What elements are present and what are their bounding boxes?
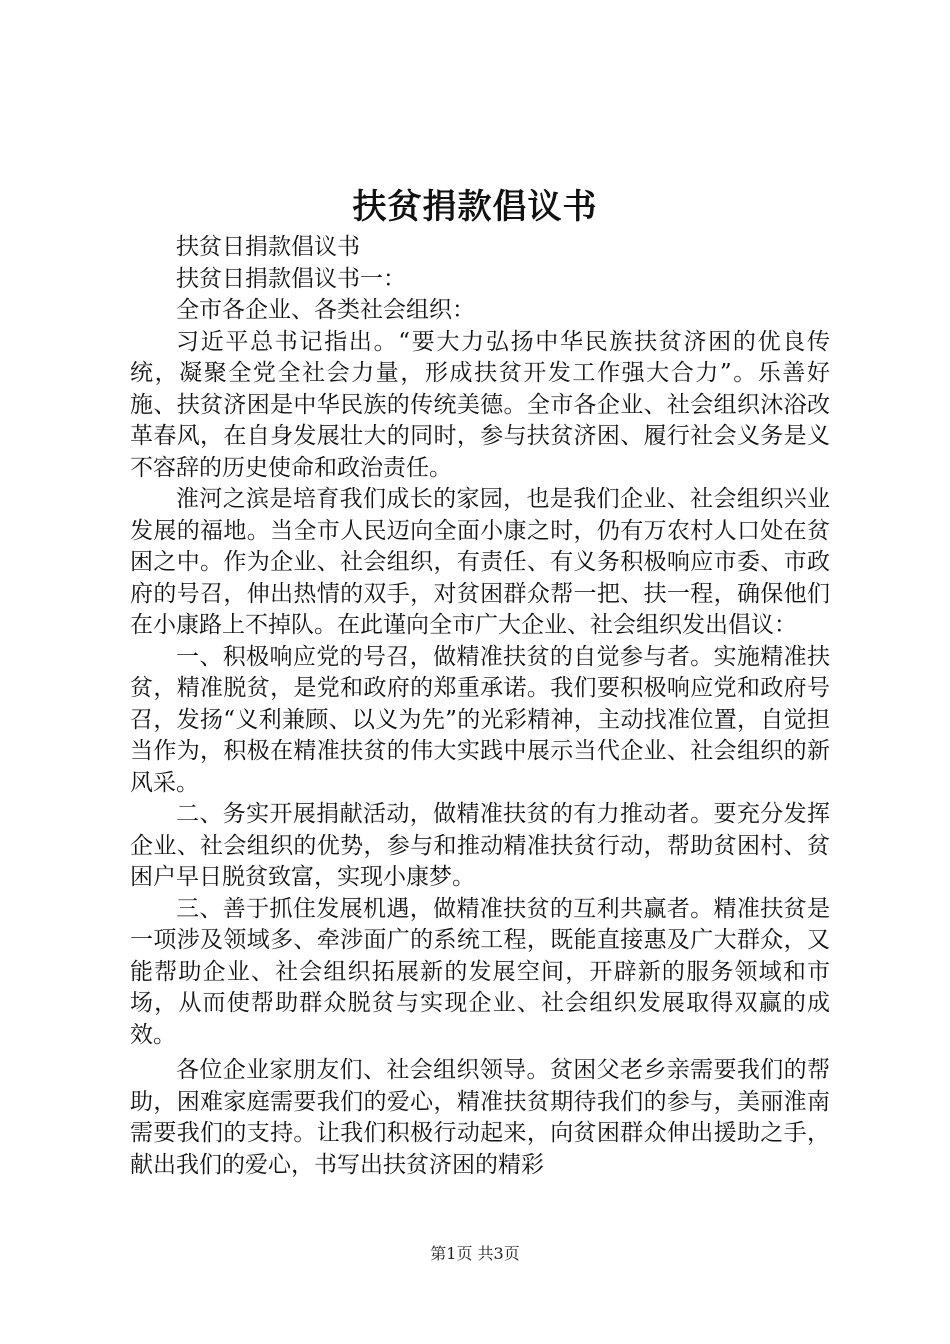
- paragraph-proposal-3: 三、善于抓住发展机遇，做精准扶贫的互利共赢者。精准扶贫是一项涉及领域多、牵涉面广的系统工程，既能直接惠及广大群众，又能帮助企业、社会组织拓展新的发展空间，开辟新的服务领域和市场，从而使帮助群众脱贫与实现企业、社会组织发展取得双赢的成效。: [130, 895, 830, 1048]
- page-indicator: 第1页 共3页: [430, 1244, 520, 1263]
- paragraph-proposal-1: 一、积极响应党的号召，做精准扶贫的自觉参与者。实施精准扶贫，精准脱贫，是党和政府的郑重承诺。我们要积极响应党和政府号召，发扬“义利兼顾、以义为先”的光彩精神，主动找准位置，自觉担当作为，积极在精准扶贫的伟大实践中展示当代企业、社会组织的新风采。: [130, 643, 830, 796]
- paragraph-subtitle: 扶贫日捐款倡议书: [176, 234, 360, 260]
- document-title: 扶贫捐款倡议书: [352, 187, 598, 227]
- paragraph-salutation: 全市各企业、各类社会组织：: [176, 297, 475, 323]
- paragraph-heading: 扶贫日捐款倡议书一：: [176, 265, 406, 292]
- paragraph-body: 习近平总书记指出。“要大力弘扬中华民族扶贫济困的优良传统，凝聚全党全社会力量，形成扶贫开发工作强大合力”。乐善好施、扶贫济困是中华民族的传统美德。全市各企业、社会组织沐浴改革春风，在自身发展壮大的同时，参与扶贫济困、履行社会义务是义不容辞的历史使命和政治责任。: [130, 328, 830, 481]
- paragraph-closing: 各位企业家朋友们、社会组织领导。贫困父老乡亲需要我们的帮助，困难家庭需要我们的爱心，精准扶贫期待我们的参与，美丽淮南需要我们的支持。让我们积极行动起来，向贫困群众伸出援助之手，献出我们的爱心，书写出扶贫济困的精彩: [130, 1057, 830, 1178]
- document-body: [130, 232, 830, 1181]
- paragraph-proposal-2: 二、务实开展捐献活动，做精准扶贫的有力推动者。要充分发挥企业、社会组织的优势，参与和推动精准扶贫行动，帮助贫困村、贫困户早日脱贫致富，实现小康梦。: [130, 801, 830, 890]
- paragraph-body: 淮河之滨是培育我们成长的家园，也是我们企业、社会组织兴业发展的福地。当全市人民迈向全面小康之时，仍有万农村人口处在贫困之中。作为企业、社会组织，有责任、有义务积极响应市委、市政府的号召，伸出热情的双手，对贫困群众帮一把、扶一程，确保他们在小康路上不掉队。在此谨向全市广大企业、社会组织发出倡议：: [130, 486, 830, 638]
